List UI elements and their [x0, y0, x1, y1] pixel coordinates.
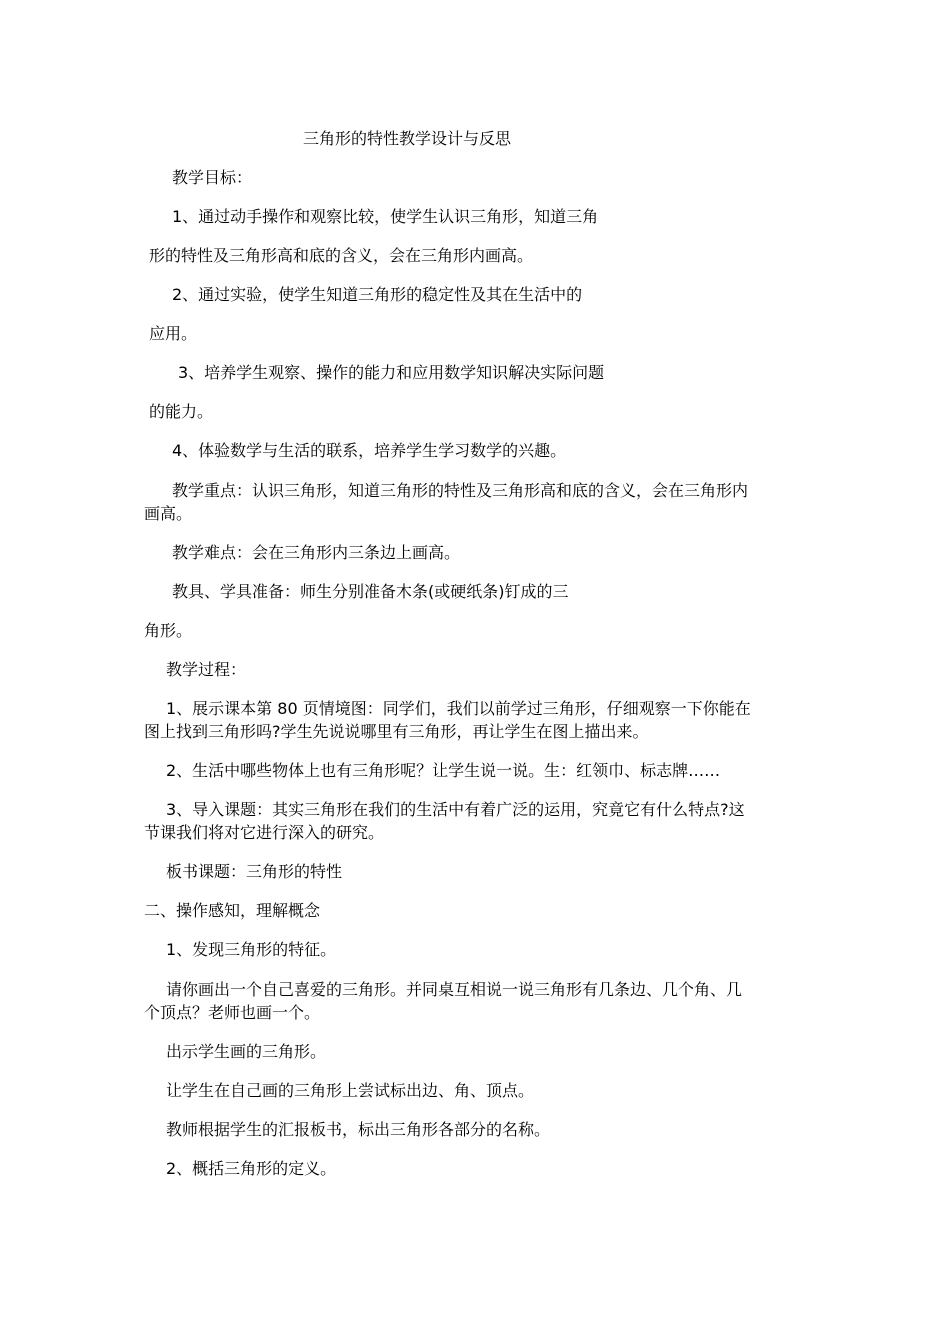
process-heading: 教学过程：: [166, 660, 247, 679]
objective-3-line-2: 的能力。: [149, 402, 214, 421]
objective-1-line-2: 形的特性及三角形高和底的含义，会在三角形内画高。: [149, 246, 534, 265]
objective-4: 4、体验数学与生活的联系，培养学生学习数学的兴趣。: [172, 441, 567, 460]
tools-line-2: 角形。: [144, 621, 193, 640]
objective-3-line-1: 3、培养学生观察、操作的能力和应用数学知识解决实际问题: [178, 363, 605, 382]
step-3-line-2: 节课我们将对它进行深入的研究。: [144, 823, 385, 842]
document-title: 三角形的特性教学设计与反思: [303, 129, 512, 148]
objectives-heading: 教学目标：: [172, 168, 253, 187]
section-2-item-2: 2、概括三角形的定义。: [166, 1159, 337, 1178]
step-2: 2、生活中哪些物体上也有三角形呢？让学生说一说。生：红领巾、标志牌……: [166, 761, 721, 780]
step-1-line-2: 图上找到三角形吗?学生先说说哪里有三角形，再让学生在图上描出来。: [144, 722, 649, 741]
section-2-para-1-line-1: 请你画出一个自己喜爱的三角形。并同桌互相说一说三角形有几条边、几个角、几: [166, 980, 743, 999]
objective-2-line-2: 应用。: [149, 324, 198, 343]
section-2-heading: 二、操作感知，理解概念: [144, 901, 321, 920]
objective-2-line-1: 2、通过实验，使学生知道三角形的稳定性及其在生活中的: [172, 285, 583, 304]
section-2-para-3: 让学生在自己画的三角形上尝试标出边、角、顶点。: [166, 1081, 535, 1100]
board-title: 板书课题：三角形的特性: [166, 862, 343, 881]
step-1-line-1: 1、展示课本第 80 页情境图：同学们，我们以前学过三角形，仔细观察一下你能在: [166, 699, 751, 718]
tools-line-1: 教具、学具准备：师生分别准备木条(或硬纸条)钉成的三: [172, 582, 569, 601]
section-2-para-2: 出示学生画的三角形。: [166, 1042, 327, 1061]
objective-1-line-1: 1、通过动手操作和观察比较，使学生认识三角形，知道三角: [172, 207, 599, 226]
section-2-para-1-line-2: 个顶点？老师也画一个。: [144, 1003, 321, 1022]
key-point-line-2: 画高。: [144, 504, 193, 523]
step-3-line-1: 3、导入课题：其实三角形在我们的生活中有着广泛的运用，究竟它有什么特点?这: [166, 800, 745, 819]
section-2-item-1: 1、发现三角形的特征。: [166, 940, 337, 959]
difficulty: 教学难点：会在三角形内三条边上画高。: [172, 543, 461, 562]
key-point-line-1: 教学重点：认识三角形，知道三角形的特性及三角形高和底的含义，会在三角形内: [172, 481, 749, 500]
section-2-para-4: 教师根据学生的汇报板书，标出三角形各部分的名称。: [166, 1120, 551, 1139]
